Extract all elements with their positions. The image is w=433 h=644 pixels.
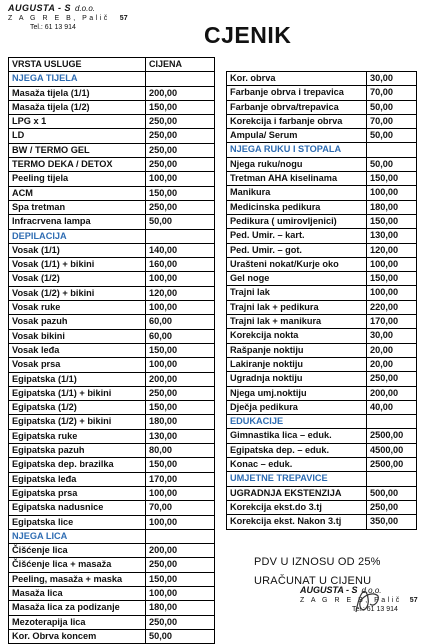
service-price: 200,00 [367,386,417,400]
service-price: 180,00 [146,415,215,429]
service-name: Tretman AHA kiselinama [227,172,367,186]
service-price: 500,00 [367,486,417,500]
service-price: 160,00 [146,258,215,272]
service-name: Vosak prsa [9,358,146,372]
service-price: 100,00 [146,515,215,529]
section-price-empty [146,229,215,243]
section-title: NJEGA TIJELA [9,72,146,86]
service-price: 170,00 [146,472,215,486]
table-row [227,100,417,114]
service-name: Ugradnja noktiju [227,372,367,386]
company-city: Z A G R E B, Palič [8,15,110,22]
stamp-city: Z A G R E B, Palič [300,597,402,604]
service-name: Manikura [227,186,367,200]
service-name: ACM [9,186,146,200]
service-price: 70,00 [367,86,417,100]
table-header-row [9,58,215,72]
table-row [9,472,215,486]
service-name: Konac – eduk. [227,458,367,472]
stamp-legal-form: d.o.o. [361,586,382,595]
service-name: Vosak (1/2) [9,272,146,286]
section-header-row [227,143,417,157]
service-price: 350,00 [367,515,417,529]
table-row [9,415,215,429]
service-name: Egipatska nadusnice [9,501,146,515]
service-name: Egipatska ruke [9,429,146,443]
table-row [227,443,417,457]
service-name: Egipatska lice [9,515,146,529]
service-price: 170,00 [367,315,417,329]
table-row [227,129,417,143]
service-name: Farbanje obrva/trepavica [227,100,367,114]
table-row [227,315,417,329]
service-price: 60,00 [146,329,215,343]
service-price: 100,00 [146,586,215,600]
table-row [9,115,215,129]
column-header-price: CIJENA [146,58,215,72]
service-name: LPG x 1 [9,115,146,129]
service-name: Medicinska pedikura [227,200,367,214]
service-price: 40,00 [367,400,417,414]
table-row [227,114,417,128]
service-name: Infracrvena lampa [9,215,146,229]
table-row [9,572,215,586]
table-row [227,86,417,100]
vat-note-line-1: PDV U IZNOSU OD 25% [254,556,381,568]
section-price-empty [146,529,215,543]
table-row [9,329,215,343]
service-name: Vosak pazuh [9,315,146,329]
table-row [9,629,215,643]
service-name: Njega umj.noktiju [227,386,367,400]
service-price: 100,00 [146,486,215,500]
page-title: CJENIK [204,22,292,48]
company-legal-form: d.o.o. [75,4,96,13]
table-row [9,586,215,600]
service-price: 50,00 [146,629,215,643]
service-price: 180,00 [146,601,215,615]
service-name: Egipatska (1/2) + bikini [9,415,146,429]
service-price: 200,00 [146,86,215,100]
table-row [9,372,215,386]
service-name: Rašpanje noktiju [227,343,367,357]
section-price-empty [367,472,417,486]
table-row [9,100,215,114]
section-title: NJEGA LICA [9,529,146,543]
service-name: Pedikura ( umirovljenici) [227,214,367,228]
table-row [9,444,215,458]
table-row [227,243,417,257]
table-row [9,272,215,286]
table-row [227,300,417,314]
service-name: Trajni lak + manikura [227,315,367,329]
section-header-row [227,472,417,486]
section-header-row [227,415,417,429]
service-price: 2500,00 [367,429,417,443]
service-name: Egipatska (1/2) [9,401,146,415]
service-name: Korekcija ekst.do 3.tj [227,500,367,514]
service-name: Masaža tijela (1/2) [9,100,146,114]
table-row [9,258,215,272]
service-name: UGRADNJA EKSTENZIJA [227,486,367,500]
signature-icon [352,584,382,618]
service-name: Vosak (1/1) [9,243,146,257]
service-name: Vosak ruke [9,301,146,315]
table-row [9,486,215,500]
service-price: 130,00 [367,229,417,243]
table-row [227,486,417,500]
stamp-brand: AUGUSTA - S [300,585,358,595]
price-table-right [226,71,417,530]
service-price: 50,00 [367,129,417,143]
table-row [9,601,215,615]
service-price: 250,00 [146,200,215,214]
service-price: 150,00 [146,100,215,114]
service-price: 250,00 [146,158,215,172]
service-name: Ampula/ Serum [227,129,367,143]
service-price: 250,00 [367,372,417,386]
service-price: 60,00 [146,315,215,329]
service-price: 200,00 [146,372,215,386]
table-row [227,214,417,228]
table-row [9,215,215,229]
service-price: 150,00 [146,186,215,200]
service-name: Farbanje obrva i trepavica [227,86,367,100]
service-name: Ped. Umir. – kart. [227,229,367,243]
price-table-left [8,57,215,644]
table-row [227,72,417,86]
service-price: 70,00 [367,114,417,128]
table-row [9,243,215,257]
table-row [9,343,215,357]
service-price: 100,00 [146,172,215,186]
service-price: 150,00 [146,572,215,586]
table-row [9,315,215,329]
table-row [227,272,417,286]
table-row [9,501,215,515]
service-price: 150,00 [367,214,417,228]
table-row [227,172,417,186]
table-row [227,400,417,414]
service-price: 200,00 [146,544,215,558]
service-name: Spa tretman [9,200,146,214]
service-name: Gimnastika lica – eduk. [227,429,367,443]
table-row [227,343,417,357]
service-name: Korekcija i farbanje obrva [227,114,367,128]
service-price: 4500,00 [367,443,417,457]
service-name: Gel noge [227,272,367,286]
service-price: 100,00 [146,272,215,286]
service-name: Egipatska (1/1) + bikini [9,386,146,400]
table-row [9,544,215,558]
service-name: Korekcija ekst. Nakon 3.tj [227,515,367,529]
service-price: 100,00 [367,186,417,200]
service-name: Egipatska (1/1) [9,372,146,386]
service-name: Peeling tijela [9,172,146,186]
table-row [227,229,417,243]
table-row [9,401,215,415]
service-price: 120,00 [367,243,417,257]
service-price: 250,00 [367,500,417,514]
service-price: 130,00 [146,429,215,443]
table-row [9,129,215,143]
service-name: Kor. obrva [227,72,367,86]
table-row [227,257,417,271]
service-price: 150,00 [146,458,215,472]
service-name: Egipatska dep. – eduk. [227,443,367,457]
table-row [9,286,215,300]
service-name: Kor. Obrva koncem [9,629,146,643]
service-price: 140,00 [146,243,215,257]
service-price: 30,00 [367,72,417,86]
column-header-service: VRSTA USLUGE [9,58,146,72]
table-row [227,429,417,443]
service-name: Vosak (1/1) + bikini [9,258,146,272]
service-name: Ped. Umir. – got. [227,243,367,257]
section-header-row [9,229,215,243]
service-name: Mezoterapija lica [9,615,146,629]
table-row [9,558,215,572]
service-price: 50,00 [146,215,215,229]
table-row [9,358,215,372]
service-name: Lakiranje noktiju [227,357,367,371]
service-name: Masaža lica za podizanje [9,601,146,615]
table-row [9,386,215,400]
table-row [227,200,417,214]
vat-note-line-2: URAČUNAT U CIJENU [254,575,372,587]
service-price: 100,00 [146,358,215,372]
service-price: 20,00 [367,357,417,371]
service-price: 30,00 [367,329,417,343]
service-price: 150,00 [367,172,417,186]
service-name: Trajni lak [227,286,367,300]
service-price: 70,00 [146,501,215,515]
service-name: BW / TERMO GEL [9,143,146,157]
service-name: Egipatska pazuh [9,444,146,458]
service-name: Egipatska prsa [9,486,146,500]
company-brand: AUGUSTA - S [8,3,71,13]
service-price: 250,00 [146,615,215,629]
company-phone: Tel.: 61 13 914 [30,24,76,31]
service-price: 100,00 [367,257,417,271]
service-name: Dječja pedikura [227,400,367,414]
service-name: Vosak bikini [9,329,146,343]
service-price: 180,00 [367,200,417,214]
table-row [9,143,215,157]
company-header [8,4,128,32]
table-row [9,615,215,629]
service-price: 50,00 [367,157,417,171]
table-row [227,372,417,386]
table-row [227,286,417,300]
table-row [9,200,215,214]
table-row [227,357,417,371]
stamp-phone: Tel.: 61 13 914 [352,606,398,613]
stamp-street-number: 57 [409,597,418,604]
table-row [227,515,417,529]
table-row [227,500,417,514]
service-price: 2500,00 [367,458,417,472]
table-row [9,429,215,443]
table-row [9,172,215,186]
table-row [227,458,417,472]
service-price: 250,00 [146,386,215,400]
service-name: Vosak (1/2) + bikini [9,286,146,300]
service-name: Peeling, masaža + maska [9,572,146,586]
section-price-empty [146,72,215,86]
table-row [227,186,417,200]
table-row [9,158,215,172]
table-row [9,86,215,100]
service-name: Urašteni nokat/Kurje oko [227,257,367,271]
table-row [227,329,417,343]
service-price: 80,00 [146,444,215,458]
section-price-empty [367,415,417,429]
table-row [227,157,417,171]
service-price: 220,00 [367,300,417,314]
service-name: TERMO DEKA / DETOX [9,158,146,172]
service-price: 120,00 [146,286,215,300]
service-name: Vosak leđa [9,343,146,357]
service-price: 250,00 [146,115,215,129]
service-name: Masaža lica [9,586,146,600]
service-price: 250,00 [146,143,215,157]
table-row [9,186,215,200]
service-name: LD [9,129,146,143]
section-title: NJEGA RUKU I STOPALA [227,143,367,157]
section-title: DEPILACIJA [9,229,146,243]
section-title: UMJETNE TREPAVICE [227,472,367,486]
service-name: Trajni lak + pedikura [227,300,367,314]
service-name: Egipatska dep. brazilka [9,458,146,472]
section-title: EDUKACIJE [227,415,367,429]
table-row [227,386,417,400]
service-name: Korekcija nokta [227,329,367,343]
service-price: 150,00 [367,272,417,286]
service-name: Egipatska leđa [9,472,146,486]
section-header-row [9,529,215,543]
table-row [9,515,215,529]
service-price: 50,00 [367,100,417,114]
service-name: Njega ruku/nogu [227,157,367,171]
service-price: 250,00 [146,558,215,572]
service-price: 100,00 [367,286,417,300]
service-price: 100,00 [146,301,215,315]
company-street-number: 57 [119,15,128,22]
service-price: 150,00 [146,343,215,357]
service-name: Čišćenje lica + masaža [9,558,146,572]
service-name: Čišćenje lica [9,544,146,558]
table-row [9,301,215,315]
service-price: 250,00 [146,129,215,143]
service-price: 150,00 [146,401,215,415]
service-name: Masaža tijela (1/1) [9,86,146,100]
table-row [9,458,215,472]
service-price: 20,00 [367,343,417,357]
section-header-row [9,72,215,86]
section-price-empty [367,143,417,157]
